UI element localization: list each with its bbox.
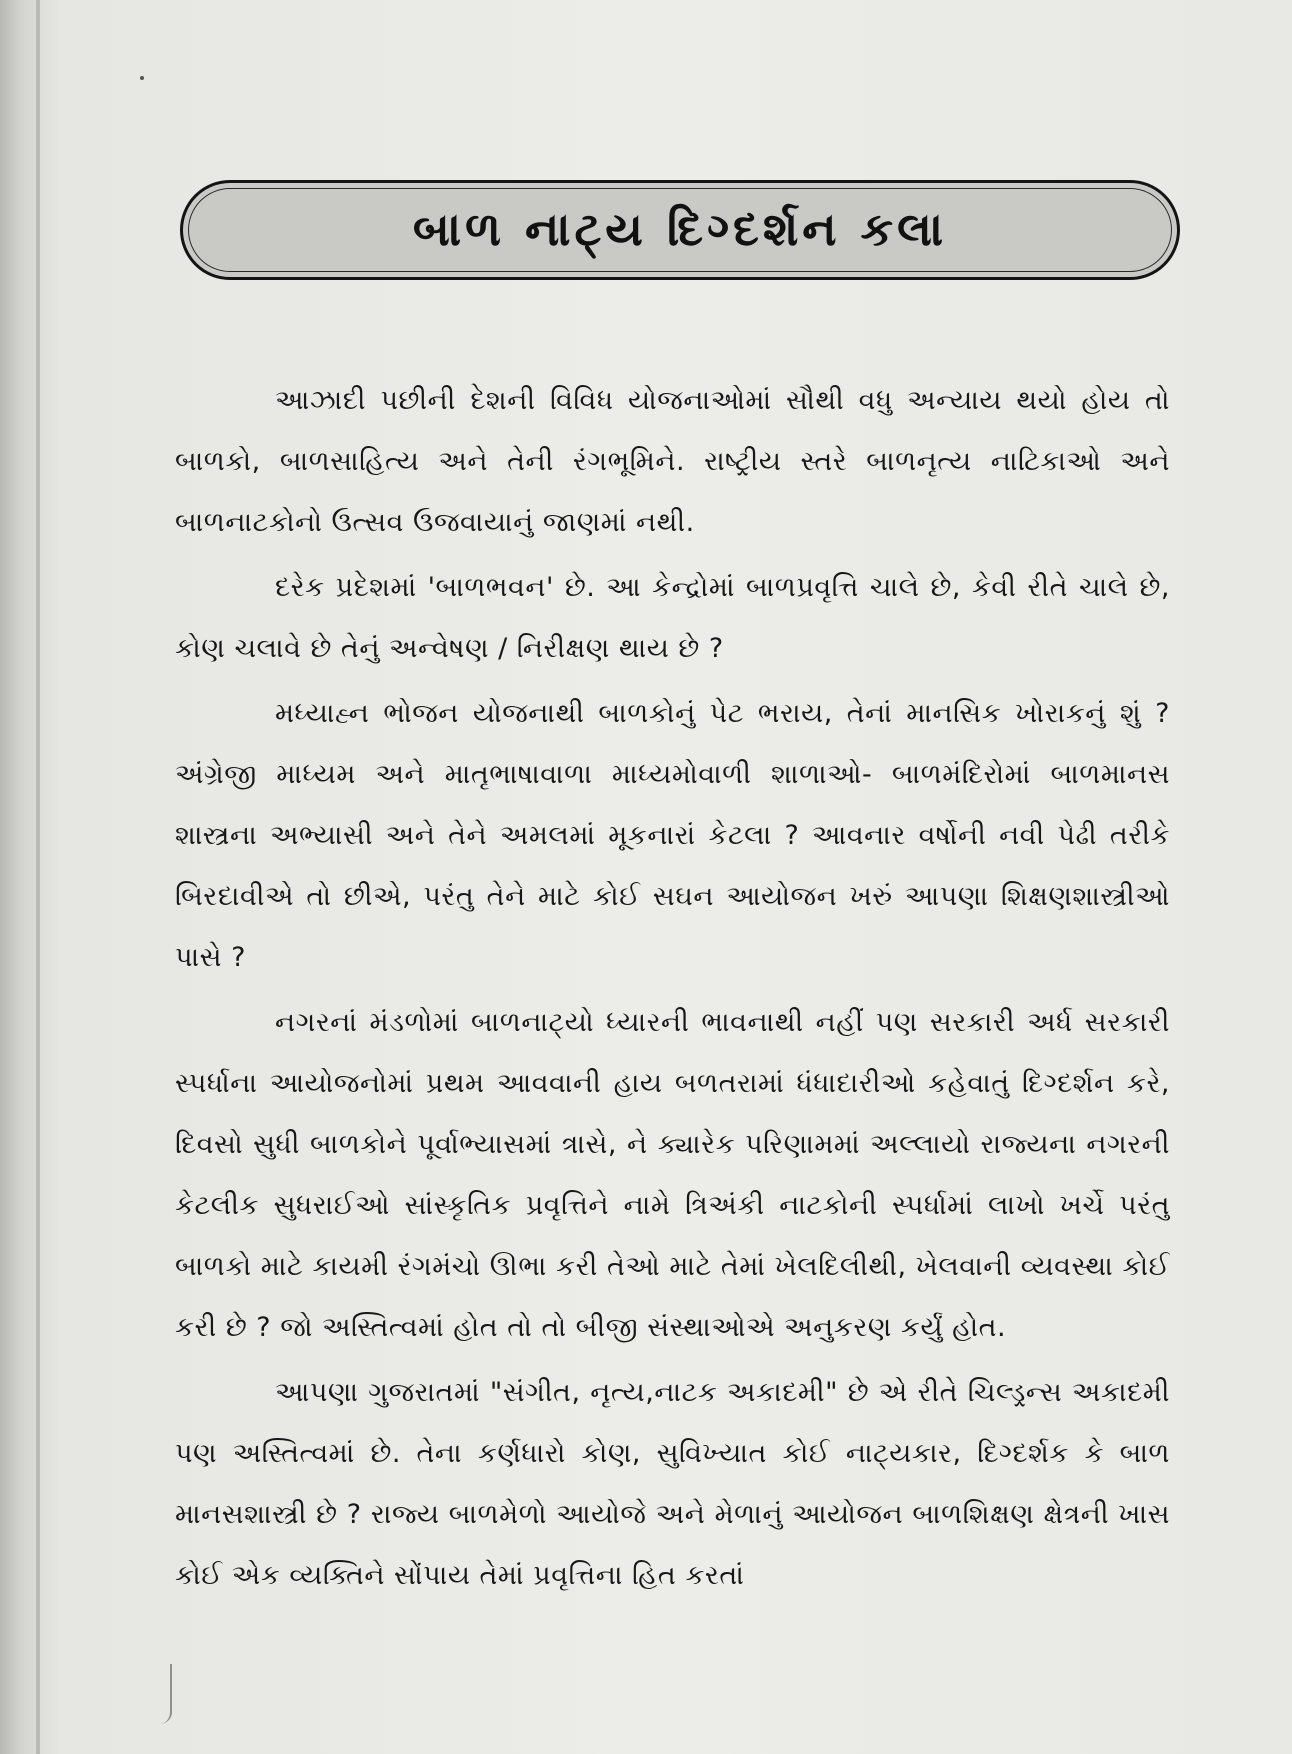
chapter-title-banner bbox=[180, 180, 1180, 280]
chapter-body bbox=[175, 370, 1170, 1610]
paragraph-5: આપણા ગુજરાતમાં "સંગીત, નૃત્ય,નાટક અકાદમી" છે એ રીતે ચિલ્ડ્રન્સ અકાદમી પણ અસ્તિત્વમાં છે. તેના કર્ણધારો કોણ, સુવિખ્યાત કોઈ નાટ્યકાર, દિગ્દર્શક કે બાળ માનસશાસ્ત્રી છે ? રાજ્ય બાળમેળો આયોજે અને મેળાનું આયોજન બાળશિક્ષણ ક્ષેત્રની ખાસ કોઈ એક વ્યક્તિને સોંપાય તેમાં પ્રવૃત્તિના હિત કરતાં bbox=[175, 1377, 1170, 1591]
ink-speck bbox=[140, 76, 144, 80]
page-gutter bbox=[36, 0, 40, 1754]
paragraph-1: આઝાદી પછીની દેશની વિવિધ યોજનાઓમાં સૌથી વધુ અન્યાય થયો હોય તો બાળકો, બાળસાહિત્ય અને તેની રંગભૂમિને. રાષ્ટ્રીય સ્તરે બાળનૃત્ય નાટિકાઓ અને બાળનાટકોનો ઉત્સવ ઉજવાયાનું જાણમાં નથી. bbox=[175, 385, 1170, 538]
paragraph-4: નગરનાં મંડળોમાં બાળનાટ્યો ધ્યારની ભાવનાથી નહીં પણ સરકારી અર્ધ સરકારી સ્પર્ધાના આયોજનોમાં પ્રથમ આવવાની હાય બળતરામાં ધંધાદારીઓ કહેવાતું દિગ્દર્શન કરે, દિવસો સુધી બાળકોને પૂર્વાભ્યાસમાં ત્રાસે, ને ક્યારેક પરિણામમાં અલ્લાયો રાજ્યના નગરની કેટલીક સુધરાઈઓ સાંસ્કૃતિક પ્રવૃત્તિને નામે ત્રિઅંકી નાટકોની સ્પર્ધામાં લાખો ખર્ચે પરંતુ બાળકો માટે કાયમી રંગમંચો ઊભા કરી તેઓ માટે તેમાં ખેલદિલીથી, ખેલવાની વ્યવસ્થા કોઈ કરી છે ? જો અસ્તિત્વમાં હોત તો તો બીજી સંસ્થાઓએ અનુકરણ કર્યું હોત. bbox=[175, 1007, 1170, 1343]
page-edge-curl bbox=[160, 1664, 172, 1724]
chapter-title: બાળ નાટ્ય દિગ્દર્શન કલા bbox=[412, 202, 948, 256]
paragraph-3: મધ્યાહ્ન ભોજન યોજનાથી બાળકોનું પેટ ભરાય, તેનાં માનસિક ખોરાકનું શું ? અંગ્રેજી માધ્યમ અને માતૃભાષાવાળા માધ્યમોવાળી શાળાઓ- બાળમંદિરોમાં બાળમાનસ શાસ્ત્રના અભ્યાસી અને તેને અમલમાં મૂકનારાં કેટલા ? આવનાર વર્ષોની નવી પેઢી તરીકે બિરદાવીએ તો છીએ, પરંતુ તેને માટે કોઈ સઘન આયોજન ખરું આપણા શિક્ષણશાસ્ત્રીઓ પાસે ? bbox=[175, 698, 1170, 973]
paragraph-2: દરેક પ્રદેશમાં 'બાળભવન' છે. આ કેન્દ્રોમાં બાળપ્રવૃત્તિ ચાલે છે, કેવી રીતે ચાલે છે, કોણ ચલાવે છે તેનું અન્વેષણ / નિરીક્ષણ થાય છે ? bbox=[175, 572, 1170, 664]
